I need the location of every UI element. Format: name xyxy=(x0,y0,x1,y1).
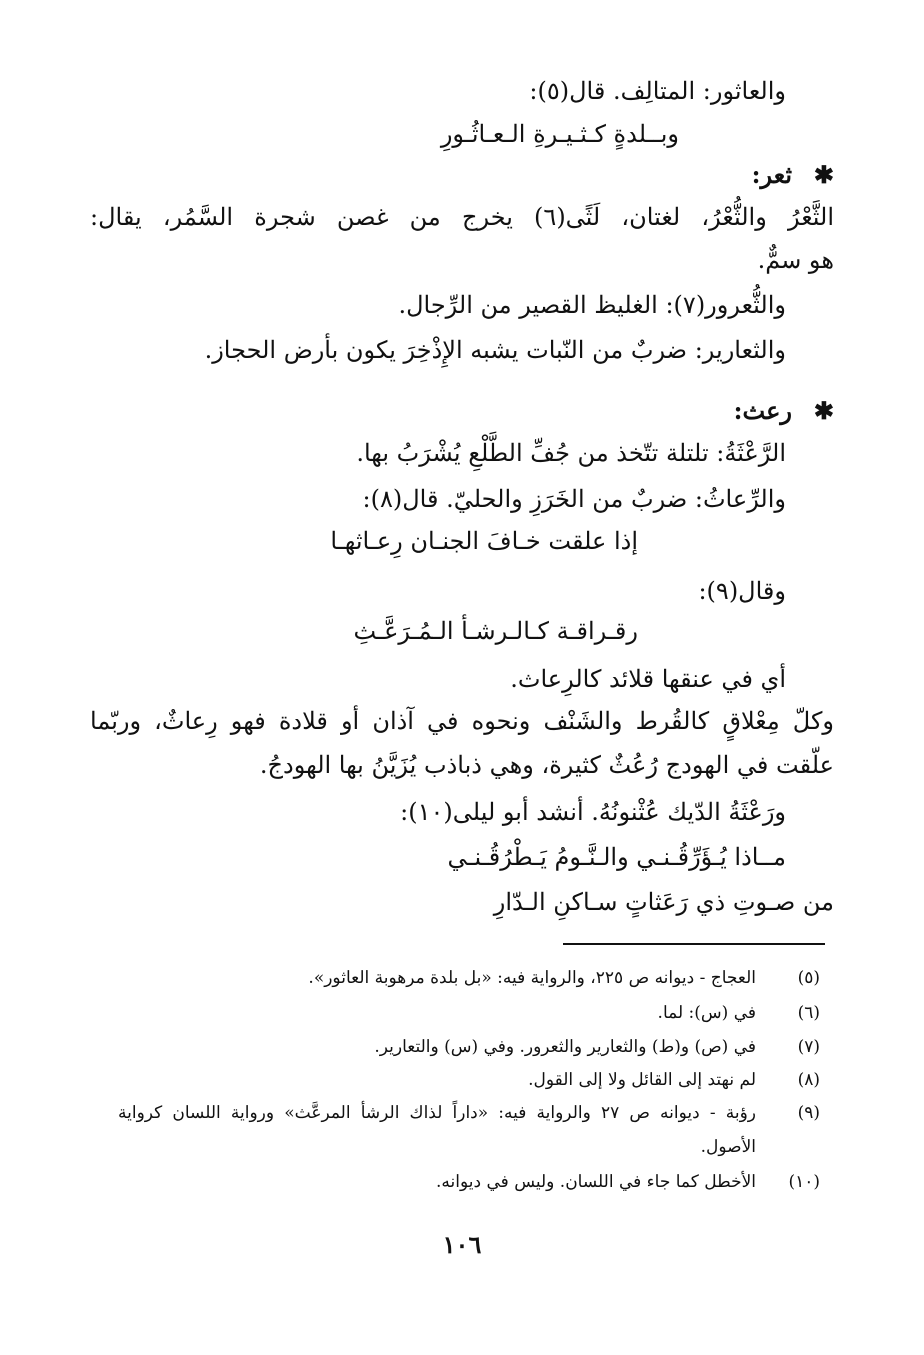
entry-heading: ثعر: xyxy=(751,160,792,189)
text-line: الثَّعْرُ والثُّعْرُ، لغتان، لَثًى(٦) يخرج من غصن شجرة السَّمُر، يقال: xyxy=(90,203,834,231)
footnote-text: رؤبة - ديوانه ص ٢٧ والرواية فيه: «داراً لذاك الرشأ المرعَّث» ورواية اللسان كرواية xyxy=(118,1103,756,1123)
footnote-text: العجاج - ديوانه ص ٢٢٥، والرواية فيه: «بل بلدة مرهوبة العاثور». xyxy=(308,968,756,988)
verse-line: مــاذا يُـؤَرِّقُـنـي والـنَّـومُ يَـطْرُقُـنـي xyxy=(447,843,786,871)
footnote-number: (١٠) xyxy=(788,1172,820,1192)
footnote-number: (٧) xyxy=(797,1037,820,1057)
verse-line: رقـراقـة كـالـرشـأ الـمُـرَعَّـثِ xyxy=(353,617,638,645)
text-line: الرَّعْثَةُ: تلتلة تتّخذ من جُفِّ الطَّلْعِ يُشْرَبُ بها. xyxy=(356,439,786,467)
verse-line: إذا علقت خـافَ الجنـان رِعـاثهـا xyxy=(330,527,638,555)
footnote-number: (٥) xyxy=(797,968,820,988)
footnote-separator xyxy=(563,943,825,945)
entry-heading: رعث: xyxy=(733,396,792,425)
text-line: وكلّ مِعْلاقٍ كالقُرط والشَنْف ونحوه في آذان أو قلادة فهو رِعاثٌ، وربّما xyxy=(90,707,834,735)
footnote-continuation: الأصول. xyxy=(700,1137,756,1157)
entry-star-icon: ✱ xyxy=(813,396,834,425)
footnote-number: (٦) xyxy=(797,1003,820,1023)
verse-line: من صـوتِ ذي رَعَثاتٍ سـاكنِ الـدّارِ xyxy=(493,888,834,916)
verse-line: وبــلدةٍ كـثـيـرةِ الـعـاثُـورِ xyxy=(440,120,679,148)
text-line: ورَعْثَةُ الدّيك عُثْنونُهُ. أنشد أبو ليلى(١٠): xyxy=(400,798,786,826)
footnote-text: في (ص) و(ط) والثعارير والثعرور. وفي (س) والتعارير. xyxy=(374,1037,756,1057)
entry-star-icon: ✱ xyxy=(813,160,834,189)
footnote-text: لم نهتد إلى القائل ولا إلى القول. xyxy=(528,1070,756,1090)
footnote-text: الأخطل كما جاء في اللسان. وليس في ديوانه. xyxy=(436,1172,756,1192)
text-line: والعاثور: المتالِف. قال(٥): xyxy=(529,77,786,105)
text-line: وقال(٩): xyxy=(698,577,786,605)
text-line: والثعارير: ضربٌ من النّبات يشبه الإِذْخِرَ يكون بأرض الحجاز. xyxy=(204,336,786,364)
page-number: ١٠٦ xyxy=(442,1230,482,1259)
text-line: والرِّعاثُ: ضربٌ من الخَرَزِ والحليّ. قال(٨): xyxy=(362,485,786,513)
text-line: علّقت في الهودج رُعُثٌ كثيرة، وهي ذباذب يُزَيَّنُ بها الهودجُ. xyxy=(259,751,834,779)
text-line: والثُّعرور(٧): الغليظ القصير من الرِّجال. xyxy=(398,291,786,319)
text-line: هو سمٌّ. xyxy=(757,246,834,274)
footnote-text: في (س): لما. xyxy=(657,1003,756,1023)
text-line: أي في عنقها قلائد كالرِعاث. xyxy=(510,665,786,693)
footnote-number: (٨) xyxy=(797,1070,820,1090)
footnote-number: (٩) xyxy=(797,1103,820,1123)
